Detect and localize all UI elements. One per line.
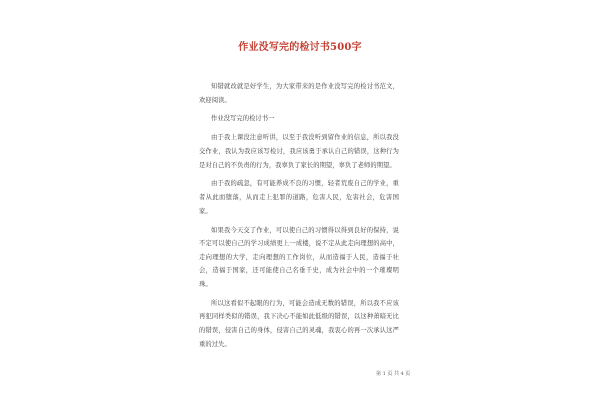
paragraph-3: 如果我今天交了作业，可以使自己的习惯得以得到良好的保持，说不定可以使自己的学习成绩更上一成楼，说不定从此走向理想的高中，走向理想的大学，走向理想的工作岗位，从而造福于人民，造福于社会，造福于国家，还可能使自己名垂千史，成为社会中的一个璀璨明珠。	[199, 226, 399, 288]
paragraph-1: 由于我上课没注意听讲，以至于我没听到留作业的信息，所以我没交作业，我认为我应该写检讨，我应该勇于承认自己的错误，这种行为是对自己的不负责的行为，我辜负了家长的期望，辜负了老师的期望。	[199, 134, 399, 169]
paragraph-4: 所以这看似不起眼的行为，可能会造成无数的错误，所以我不应该再犯同样类似的错误，我下决心不能如此低级的错误，以这种萧暗无比的错误，侵害自己的身体，侵害自己的灵魂，我衷心的再一次承认这严重的过失。	[199, 299, 399, 348]
paragraph-intro: 知错就改就是好学生，为大家带来的是作业没写完的检讨书范文，欢迎阅读。	[199, 83, 399, 104]
document-body	[199, 80, 399, 356]
document-title: 作业没写完的检讨书500字	[238, 42, 362, 53]
page-number: 第 1 页 共 4 页	[376, 371, 411, 377]
paragraph-2: 由于我的疏忽，有可能养成不良的习惯，轻者荒废自己的学业，重者从此而堕落，从而走上犯罪的道路，危害人民，危害社会，危害国家。	[199, 180, 399, 215]
paragraph-subtitle: 作业没写完的检讨书一	[211, 115, 275, 123]
